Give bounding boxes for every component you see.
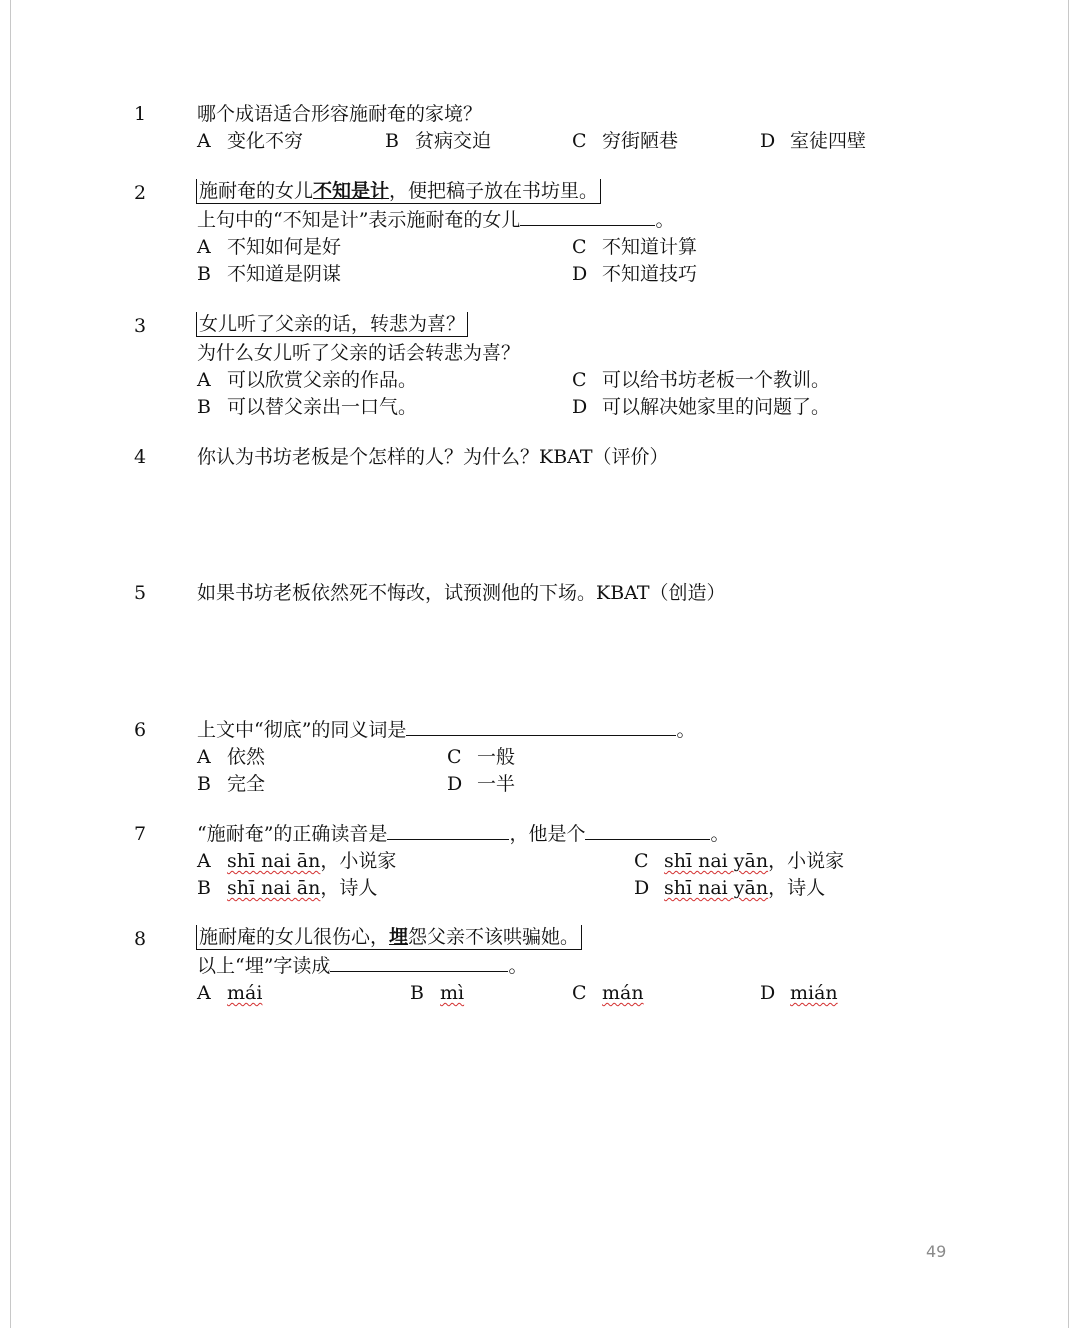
question-text: 如果书坊老板依然死不悔改，试预测他的下场。KBAT（创造） <box>197 582 726 604</box>
answer-blank <box>330 953 508 972</box>
option-b: B 完全 <box>197 773 266 795</box>
answer-blank <box>387 821 509 840</box>
answer-blank <box>520 207 655 226</box>
question-number: 6 <box>134 719 147 741</box>
option-d: D 可以解决她家里的问题了。 <box>572 396 831 418</box>
option-b: B shī nai ān，诗人 <box>197 877 378 899</box>
option-c: C shī nai yān，小说家 <box>634 850 845 872</box>
answer-blank <box>406 717 676 736</box>
option-d: D mián <box>760 982 838 1004</box>
question-number: 5 <box>134 582 147 604</box>
option-b: B 不知道是阴谋 <box>197 263 342 285</box>
option-c: C 可以给书坊老板一个教训。 <box>572 369 831 391</box>
question-number: 1 <box>134 103 147 125</box>
passage-excerpt: 女儿听了父亲的话，转悲为喜？ <box>196 312 468 337</box>
option-b: B 贫病交迫 <box>385 130 492 152</box>
option-d: D 不知道技巧 <box>572 263 698 285</box>
question-text: 你认为书坊老板是个怎样的人？为什么？KBAT（评价） <box>197 446 669 468</box>
question-number: 3 <box>134 315 147 337</box>
option-a: A 变化不穷 <box>197 130 304 152</box>
option-c: C 不知道计算 <box>572 236 698 258</box>
question-text: 哪个成语适合形容施耐奄的家境？ <box>197 103 483 125</box>
option-c: C 一般 <box>447 746 516 768</box>
question-number: 7 <box>134 823 147 845</box>
passage-excerpt: 施耐奄的女儿不知是计，便把稿子放在书坊里。 <box>196 179 601 204</box>
option-a: A shī nai ān，小说家 <box>197 850 397 872</box>
question-text: “施耐奄”的正确读音是 ，他是个 。 <box>197 823 730 845</box>
question-text: 上句中的“不知是计”表示施耐奄的女儿 。 <box>197 209 675 231</box>
option-a: A 可以欣赏父亲的作品。 <box>197 369 418 391</box>
answer-blank <box>585 821 710 840</box>
emphasized-phrase: 不知是计 <box>313 180 390 202</box>
page-number: 49 <box>926 1242 947 1261</box>
question-number: 4 <box>134 446 147 468</box>
option-a: A 不知如何是好 <box>197 236 342 258</box>
passage-excerpt: 施耐庵的女儿很伤心，埋怨父亲不该哄骗她。 <box>196 925 582 950</box>
question-number: 8 <box>134 928 147 950</box>
question-text: 以上“埋”字读成 。 <box>197 955 528 977</box>
question-number: 2 <box>134 182 147 204</box>
option-a: A 依然 <box>197 746 266 768</box>
option-c: C mán <box>572 982 644 1004</box>
option-c: C 穷街陋巷 <box>572 130 679 152</box>
option-b: B 可以替父亲出一口气。 <box>197 396 418 418</box>
option-a: A mái <box>197 982 263 1004</box>
option-d: D 一半 <box>447 773 516 795</box>
emphasized-phrase: 埋 <box>389 926 409 948</box>
question-text: 为什么女儿听了父亲的话会转悲为喜？ <box>197 342 521 364</box>
option-d: D shī nai yān，诗人 <box>634 877 826 899</box>
option-b: B mì <box>410 982 465 1004</box>
option-d: D 室徒四壁 <box>760 130 867 152</box>
page-left-edge <box>10 0 11 1328</box>
question-text: 上文中“彻底”的同义词是 。 <box>197 719 696 741</box>
page-right-edge <box>1068 0 1069 1328</box>
